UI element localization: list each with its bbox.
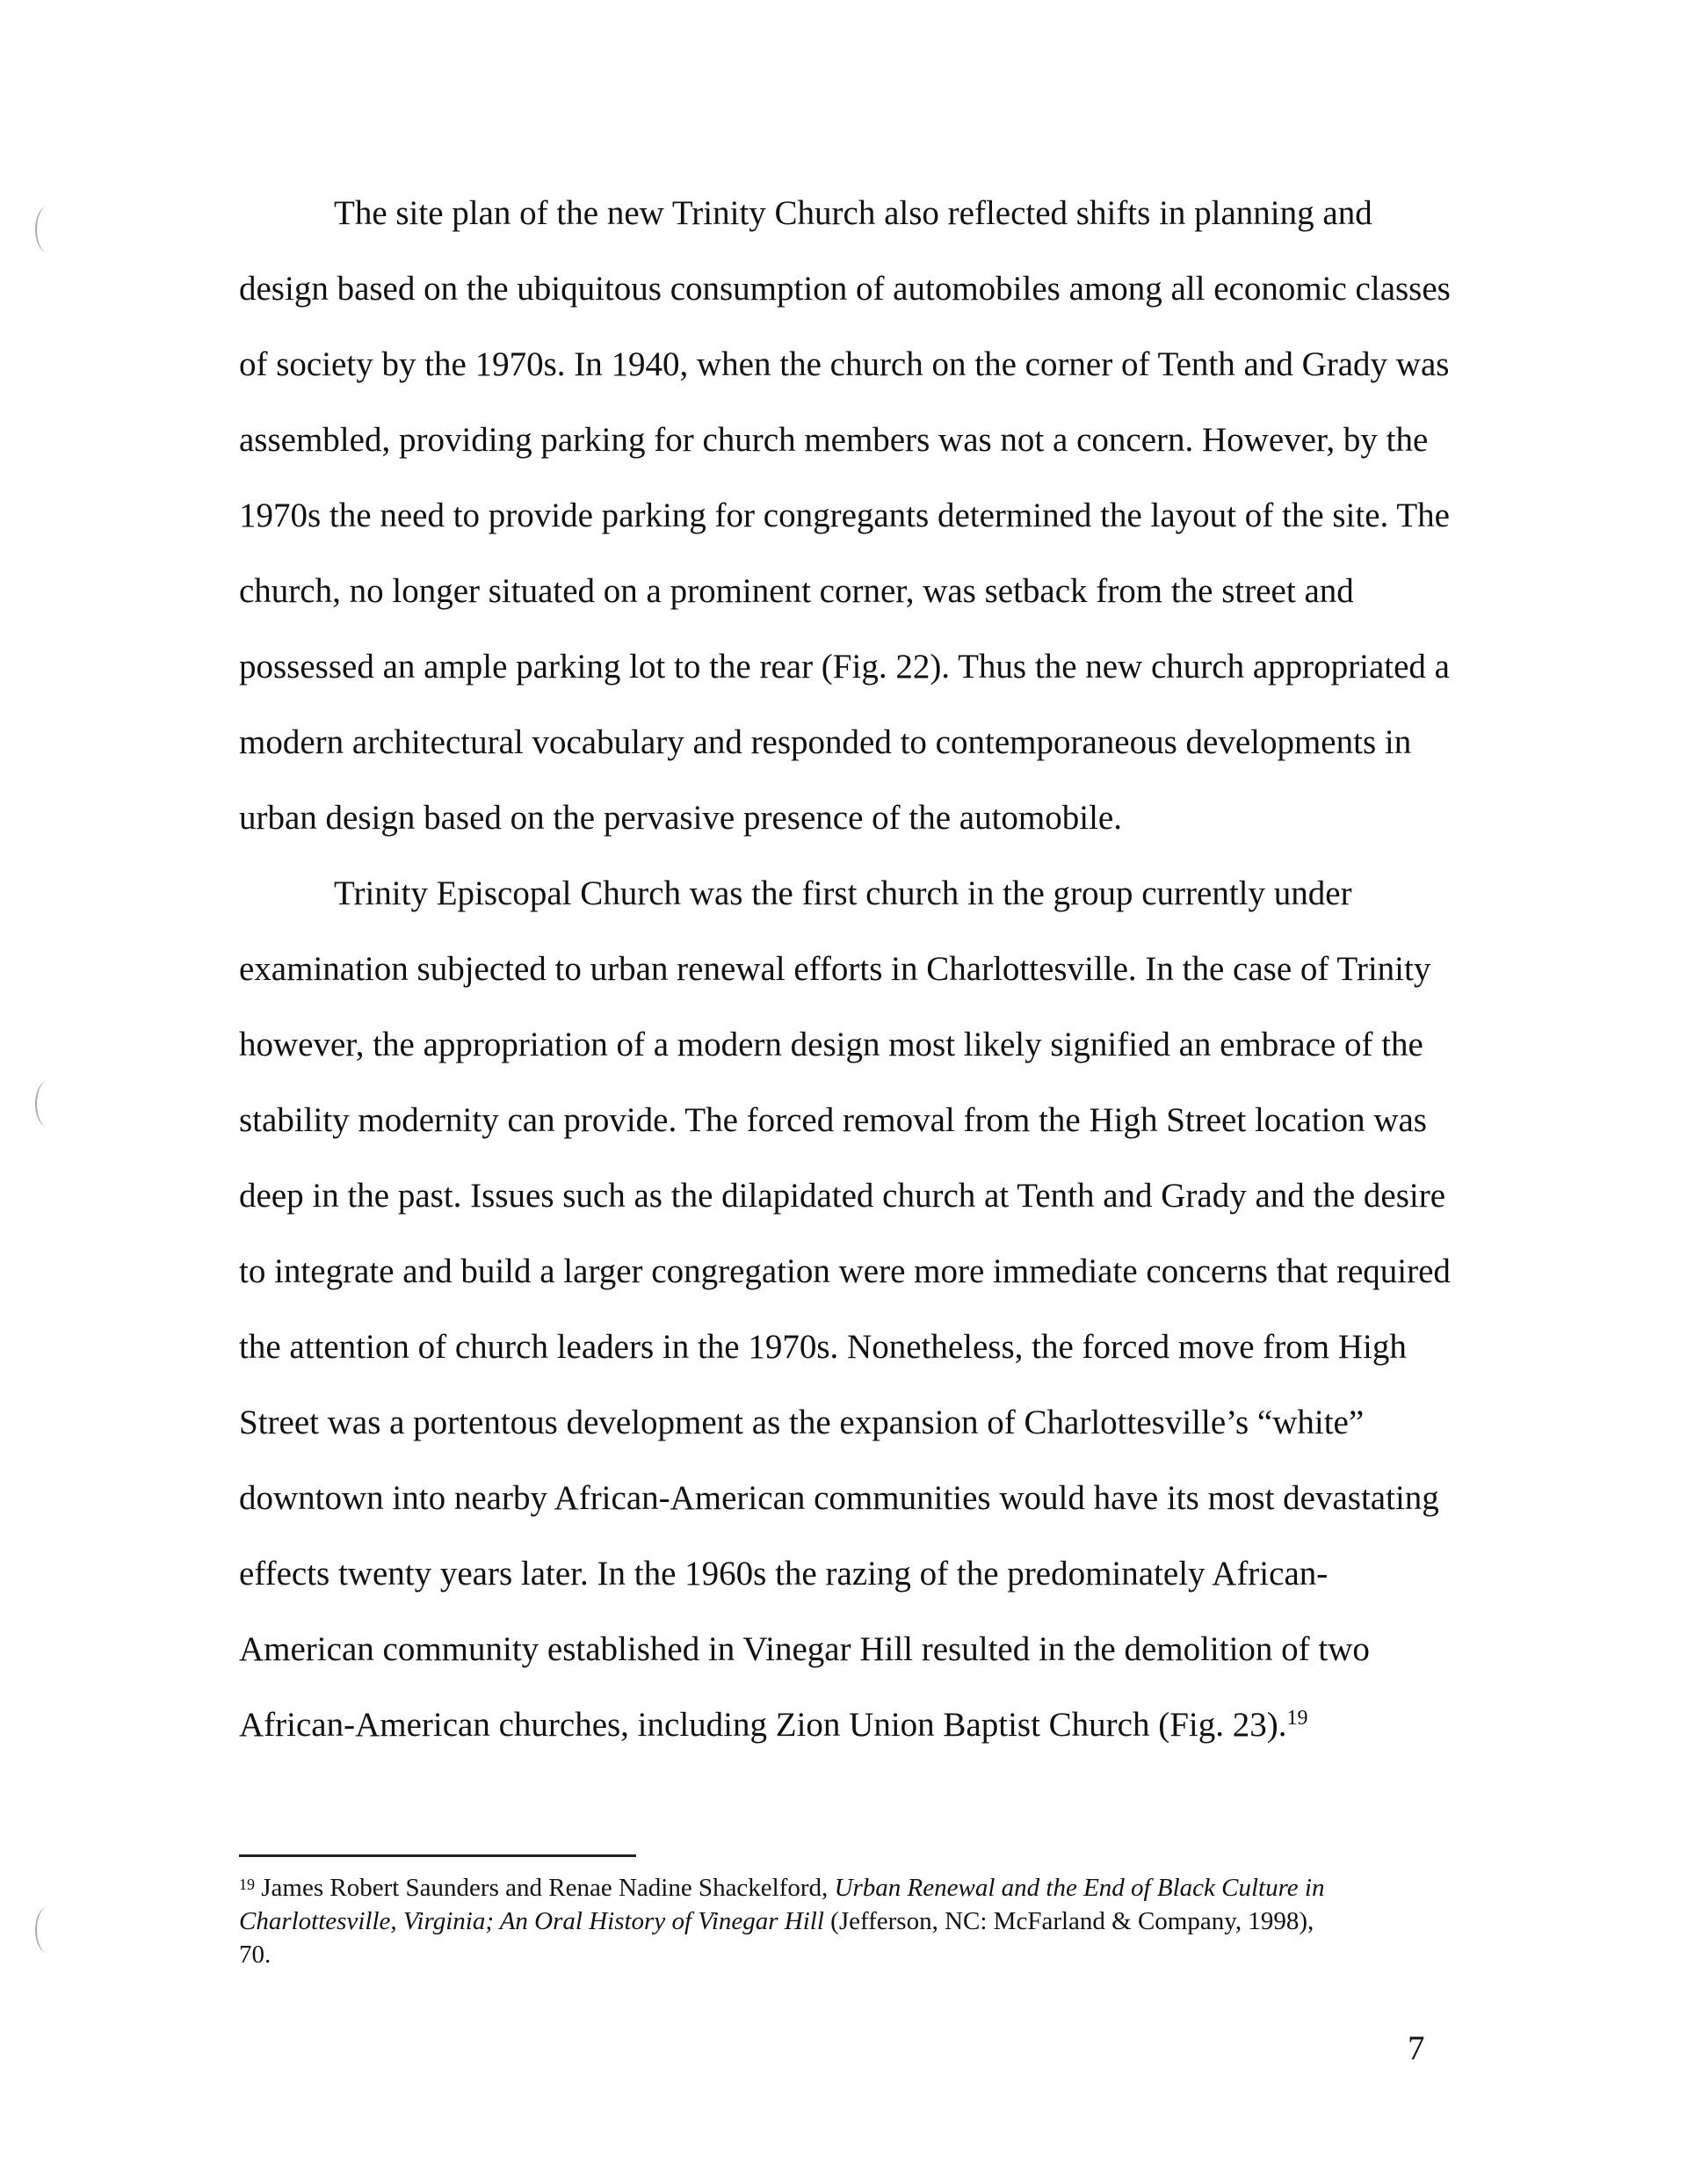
footnote-line-3 — [239, 1939, 271, 1970]
text-line-content: design based on the ubiquitous consumption of automobiles among all economic classes — [239, 270, 1451, 308]
text-line-content: effects twenty years later. In the 1960s the razing of the predominately African- — [239, 1555, 1329, 1593]
footnote-number: 19 — [239, 1876, 255, 1893]
text-line — [239, 420, 1428, 461]
footnote-page: 70. — [239, 1941, 272, 1969]
text-line — [239, 269, 1451, 309]
text-line — [239, 571, 1354, 612]
text-line — [239, 1176, 1445, 1216]
text-line — [239, 1025, 1423, 1065]
text-line-content: possessed an ample parking lot to the rear (Fig. 22). Thus the new church appropriated a — [239, 648, 1450, 686]
margin-binding-mark — [35, 1081, 60, 1127]
footnote-reference[interactable]: 19 — [1286, 1707, 1308, 1730]
text-line-content: African-American churches, including Zion Union Baptist Church (Fig. 23). — [239, 1706, 1287, 1744]
text-line — [239, 1478, 1439, 1519]
text-line — [239, 949, 1430, 990]
text-line-content: The site plan of the new Trinity Church also reflected shifts in planning and — [334, 194, 1372, 232]
text-line-content: assembled, providing parking for church members was not a concern. However, by the — [239, 421, 1429, 459]
footnote-line-2 — [239, 1905, 1314, 1937]
text-line-content: modern architectural vocabulary and responded to contemporaneous developments in — [239, 723, 1412, 761]
footnote-authors: James Robert Saunders and Renae Nadine Shackelford, — [261, 1874, 835, 1902]
footnote-line-1 — [239, 1872, 1324, 1904]
text-line-content: deep in the past. Issues such as the dilapidated church at Tenth and Grady and the desire — [239, 1177, 1446, 1215]
text-line-content: examination subjected to urban renewal efforts in Charlottesville. In the case of Trinity — [239, 950, 1431, 988]
footnote-divider — [239, 1854, 636, 1857]
text-line — [239, 722, 1411, 763]
footnote-publication: (Jefferson, NC: McFarland & Company, 1998), — [823, 1907, 1314, 1935]
text-line-content: of society by the 1970s. In 1940, when the church on the corner of Tenth and Grady was — [239, 345, 1450, 383]
footnote-title-cont: Charlottesville, Virginia; An Oral History of Vinegar Hill — [239, 1907, 824, 1935]
text-line-content: American community established in Vinegar Hill resulted in the demolition of two — [239, 1630, 1370, 1668]
text-line-content: urban design based on the pervasive presence of the automobile. — [239, 799, 1122, 837]
text-line-content: downtown into nearby African-American communities would have its most devastating — [239, 1479, 1439, 1517]
text-line-content: Street was a portentous development as the expansion of Charlottesville’s “white” — [239, 1404, 1365, 1441]
text-line — [239, 1252, 1451, 1292]
text-line-content: 1970s the need to provide parking for congregants determined the layout of the site. The — [239, 497, 1450, 534]
page-number: 7 — [1408, 2029, 1425, 2067]
text-line-content: Trinity Episcopal Church was the first church in the group currently under — [334, 874, 1352, 912]
text-line-content: however, the appropriation of a modern design most likely signified an embrace of the — [239, 1026, 1423, 1063]
text-line — [239, 1705, 1307, 1745]
footnote-title: Urban Renewal and the End of Black Culture in — [834, 1874, 1325, 1902]
text-line-content: stability modernity can provide. The forced removal from the High Street location was — [239, 1101, 1427, 1139]
margin-binding-mark — [35, 207, 60, 252]
text-line — [239, 1403, 1364, 1443]
text-line — [239, 798, 1122, 838]
text-line — [239, 1554, 1328, 1594]
text-line-content: church, no longer situated on a prominent corner, was setback from the street and — [239, 572, 1354, 610]
text-line — [239, 1327, 1407, 1368]
text-line — [334, 874, 1352, 914]
text-line — [239, 1100, 1427, 1141]
text-line — [239, 345, 1449, 385]
text-line-content: to integrate and build a larger congregation were more immediate concerns that required — [239, 1252, 1451, 1290]
text-line-content: the attention of church leaders in the 1970s. Nonetheless, the forced move from High — [239, 1328, 1407, 1366]
text-line — [239, 1629, 1370, 1670]
text-line — [239, 647, 1450, 687]
margin-binding-mark — [35, 1907, 60, 1953]
text-line — [239, 496, 1450, 536]
text-line — [334, 193, 1372, 234]
